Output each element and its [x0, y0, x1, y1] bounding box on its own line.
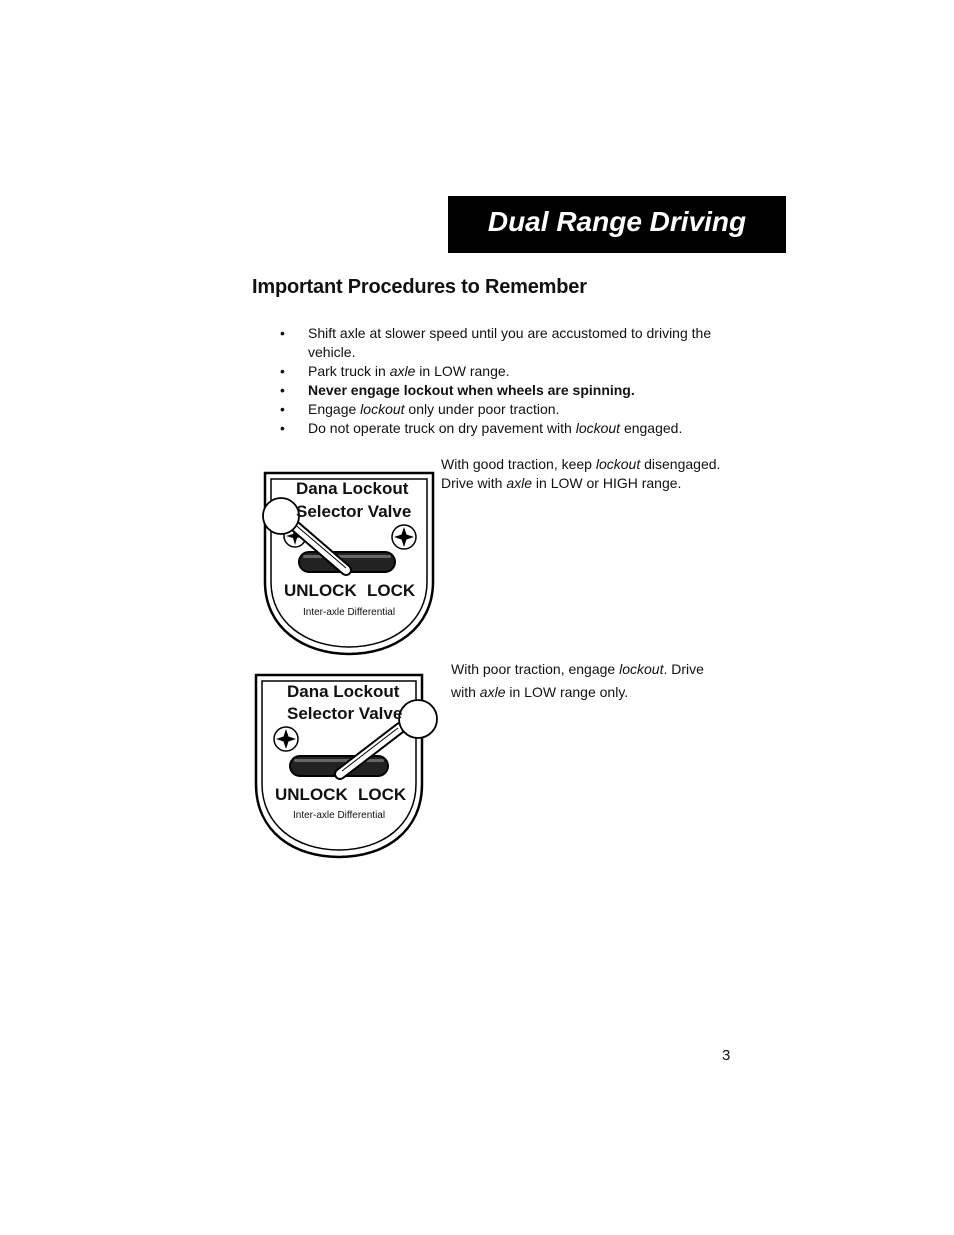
- item-text: engaged.: [620, 420, 683, 436]
- unlock-label: UNLOCK: [275, 785, 348, 804]
- section-heading: Important Procedures to Remember: [252, 276, 587, 298]
- item-emphasis: lockout: [575, 420, 621, 436]
- caption-emphasis: lockout: [595, 456, 641, 472]
- procedure-list-item: [280, 324, 730, 362]
- bullet-marker: •: [280, 420, 285, 436]
- selector-valve-plate-locked: [252, 672, 440, 860]
- page-number: 3: [722, 1047, 731, 1064]
- inter-axle-label: Inter-axle Differential: [303, 607, 396, 618]
- item-text: Never engage lockout when wheels are spinning.: [308, 382, 635, 398]
- caption-text: With good traction, keep: [441, 456, 596, 472]
- caption-text: . Drive with: [451, 661, 704, 700]
- caption-emphasis: axle: [479, 684, 506, 700]
- plate-title-line1: Dana Lockout: [296, 479, 409, 498]
- bullet-marker: •: [280, 363, 285, 379]
- bullet-marker: •: [280, 325, 285, 341]
- plate-title-line1: Dana Lockout: [287, 682, 400, 701]
- lock-star-icon: [392, 525, 416, 549]
- caption-emphasis: lockout: [619, 661, 664, 677]
- item-text: Shift axle at slower speed until you are accustomed to driving the vehicle.: [308, 325, 712, 360]
- procedure-list-item: [280, 419, 730, 438]
- lock-label: LOCK: [358, 785, 407, 804]
- caption-text: disengaged. Drive with: [441, 456, 721, 491]
- procedure-list: [280, 324, 730, 438]
- chapter-title-bar: [448, 196, 786, 253]
- item-text: Engage: [308, 401, 361, 417]
- item-emphasis: axle: [389, 363, 416, 379]
- bullet-marker: •: [280, 382, 285, 398]
- plate-title-line2: Selector Valve: [287, 704, 403, 723]
- plate-title-line2: Selector Valve: [296, 502, 412, 521]
- lock-label: LOCK: [367, 581, 416, 600]
- inter-axle-label: Inter-axle Differential: [293, 810, 386, 821]
- item-text: only under poor traction.: [404, 401, 560, 417]
- diagram-caption-unlock: [441, 455, 741, 493]
- diagram-caption-lock: [451, 658, 731, 704]
- procedure-list-item: [280, 362, 730, 381]
- unlock-label: UNLOCK: [284, 581, 357, 600]
- item-text: Do not operate truck on dry pavement with: [308, 420, 576, 436]
- lever-knob[interactable]: [263, 498, 299, 534]
- caption-text: With poor traction, engage: [451, 661, 620, 677]
- selector-valve-plate-unlocked: [262, 470, 437, 656]
- item-text: in LOW range.: [415, 363, 510, 379]
- item-emphasis: lockout: [360, 401, 405, 417]
- procedure-list-item: [280, 381, 730, 400]
- caption-text: in LOW range only.: [505, 684, 629, 700]
- chapter-title: Dual Range Driving: [487, 206, 747, 237]
- unlock-star-icon: [274, 727, 298, 751]
- lever-knob[interactable]: [399, 700, 437, 738]
- caption-emphasis: axle: [506, 475, 533, 491]
- bullet-marker: •: [280, 401, 285, 417]
- caption-text: in LOW or HIGH range.: [532, 475, 682, 491]
- item-text: Park truck in: [308, 363, 390, 379]
- procedure-list-item: [280, 400, 730, 419]
